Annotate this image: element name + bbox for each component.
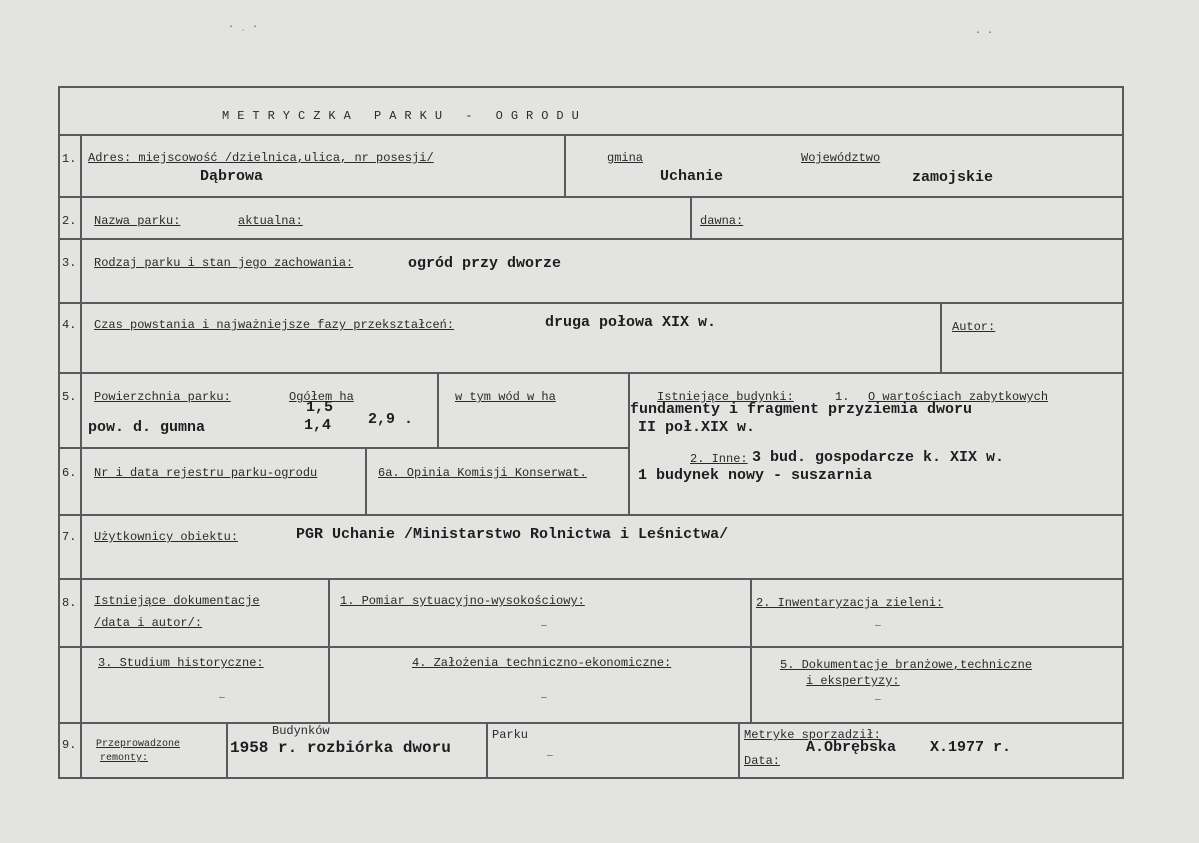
users-label: Użytkownicy obiektu:	[94, 530, 239, 544]
cell-divider	[486, 722, 488, 779]
row-number: 9.	[62, 738, 77, 752]
documentation-label: Istniejące dokumentacje	[94, 594, 260, 608]
park-area-label: Powierzchnia parku:	[94, 390, 231, 404]
historic-buildings-value-1: fundamenty i fragment przyziemia dworu	[630, 401, 973, 418]
park-name-former-label: dawna:	[700, 214, 744, 228]
users-value: PGR Uchanie /Ministarstwo Rolnictwa i Leśnictwa/	[296, 526, 729, 543]
area-value-2: 1,4	[304, 417, 332, 434]
greenery-inventory-label: 2. Inwentaryzacja zieleni:	[756, 596, 944, 610]
conservation-opinion-label: 6a. Opinia Komisji Konserwat.	[378, 466, 587, 480]
row-number: 1.	[62, 152, 77, 166]
form-frame	[58, 86, 1124, 779]
row-divider	[58, 238, 1122, 240]
buildings-item-number: 1.	[835, 390, 850, 404]
renovations-label: Przeprowadzone	[96, 739, 181, 750]
stray-mark: · ˌ ·	[228, 22, 259, 33]
water-area-label: w tym wód w ha	[455, 390, 556, 404]
buildings-renovation-label: Budynków	[272, 724, 330, 738]
other-buildings-value-2: 1 budynek nowy - suszarnia	[638, 467, 873, 484]
branch-documentation-label: 5. Dokumentacje branżowe,techniczne	[780, 658, 1033, 672]
cell-divider	[564, 134, 566, 196]
author-label: Autor:	[952, 320, 996, 334]
existing-buildings-label: Istniejące budynki:	[657, 390, 794, 404]
park-name-current-label: aktualna:	[238, 214, 303, 228]
technical-assumptions-label: 4. Założenia techniczno-ekonomiczne:	[412, 656, 672, 670]
row-number: 7.	[62, 530, 77, 544]
renovations-sublabel: remonty:	[100, 753, 149, 764]
historic-buildings-value-2: II poł.XIX w.	[638, 419, 756, 436]
form-title: METRYCZKA PARKU - OGRODU	[222, 109, 587, 123]
row-number: 3.	[62, 256, 77, 270]
row-divider	[58, 302, 1122, 304]
row-divider	[58, 372, 1122, 374]
cell-divider	[628, 372, 630, 514]
row-number: 2.	[62, 214, 77, 228]
park-type-value: ogród przy dworze	[408, 255, 562, 272]
technical-assumptions-value: –	[540, 690, 548, 705]
park-type-label: Rodzaj parku i stan jego zachowania:	[94, 256, 354, 270]
cell-divider	[738, 722, 740, 779]
cell-divider	[940, 302, 942, 372]
cell-divider	[690, 196, 692, 238]
cell-divider	[365, 447, 367, 514]
origin-time-label: Czas powstania i najważniejsze fazy przekształceń:	[94, 318, 455, 332]
wojewodztwo-value: zamojskie	[912, 169, 994, 186]
row-divider	[58, 196, 1122, 198]
documentation-sublabel: /data i autor/:	[94, 616, 203, 630]
row-divider	[58, 578, 1122, 580]
historical-study-label: 3. Studium historyczne:	[98, 656, 264, 670]
row-divider	[58, 722, 1122, 724]
row-number: 8.	[62, 596, 77, 610]
expertise-label: i ekspertyzy:	[806, 674, 900, 688]
wojewodztwo-label: Województwo	[801, 151, 881, 165]
cell-divider	[437, 372, 439, 447]
row-divider	[58, 134, 1122, 136]
registry-number-label: Nr i data rejestru parku-ogrodu	[94, 466, 318, 480]
area-value-1: 1,5	[306, 399, 334, 416]
stray-mark: · ·	[975, 28, 994, 39]
prepared-by-value: A.Obrębska	[806, 739, 897, 756]
row-divider	[58, 447, 628, 449]
number-column-divider	[80, 134, 82, 779]
row-number: 5.	[62, 390, 77, 404]
park-name-label: Nazwa parku:	[94, 214, 181, 228]
address-value: Dąbrowa	[200, 168, 264, 185]
row-number: 4.	[62, 318, 77, 332]
other-buildings-value-1: 3 bud. gospodarcze k. XIX w.	[752, 449, 1005, 466]
survey-value: –	[540, 618, 548, 633]
cell-divider	[226, 722, 228, 779]
address-label: Adres: miejscowość /dzielnica,ulica, nr posesji/	[88, 151, 434, 165]
gmina-value: Uchanie	[660, 168, 724, 185]
area-description: pow. d. gumna	[88, 419, 206, 436]
row-number: 6.	[62, 466, 77, 480]
branch-documentation-value: –	[874, 692, 882, 707]
prepared-by-label: Metryke sporzadził:	[744, 728, 881, 742]
park-renovation-value: –	[546, 748, 554, 763]
buildings-renovation-value: 1958 r. rozbiórka dworu	[230, 739, 451, 757]
historical-study-value: –	[218, 690, 226, 705]
greenery-inventory-value: –	[874, 618, 882, 633]
gmina-label: gmina	[607, 151, 644, 165]
date-label: Data:	[744, 754, 781, 768]
cell-divider	[328, 578, 330, 722]
cell-divider	[750, 578, 752, 722]
survey-label: 1. Pomiar sytuacyjno-wysokościowy:	[340, 594, 585, 608]
row-divider	[58, 514, 1122, 516]
origin-time-value: druga połowa XIX w.	[545, 314, 717, 331]
park-renovation-label: Parku	[492, 728, 529, 742]
other-buildings-label: 2. Inne:	[690, 452, 748, 466]
historic-buildings-label: O wartościach zabytkowych	[868, 390, 1049, 404]
area-total-value: 2,9 .	[368, 411, 414, 428]
row-divider	[58, 646, 1122, 648]
preparation-date-value: X.1977 r.	[930, 739, 1012, 756]
area-total-label: Ogółem ha	[289, 390, 354, 404]
